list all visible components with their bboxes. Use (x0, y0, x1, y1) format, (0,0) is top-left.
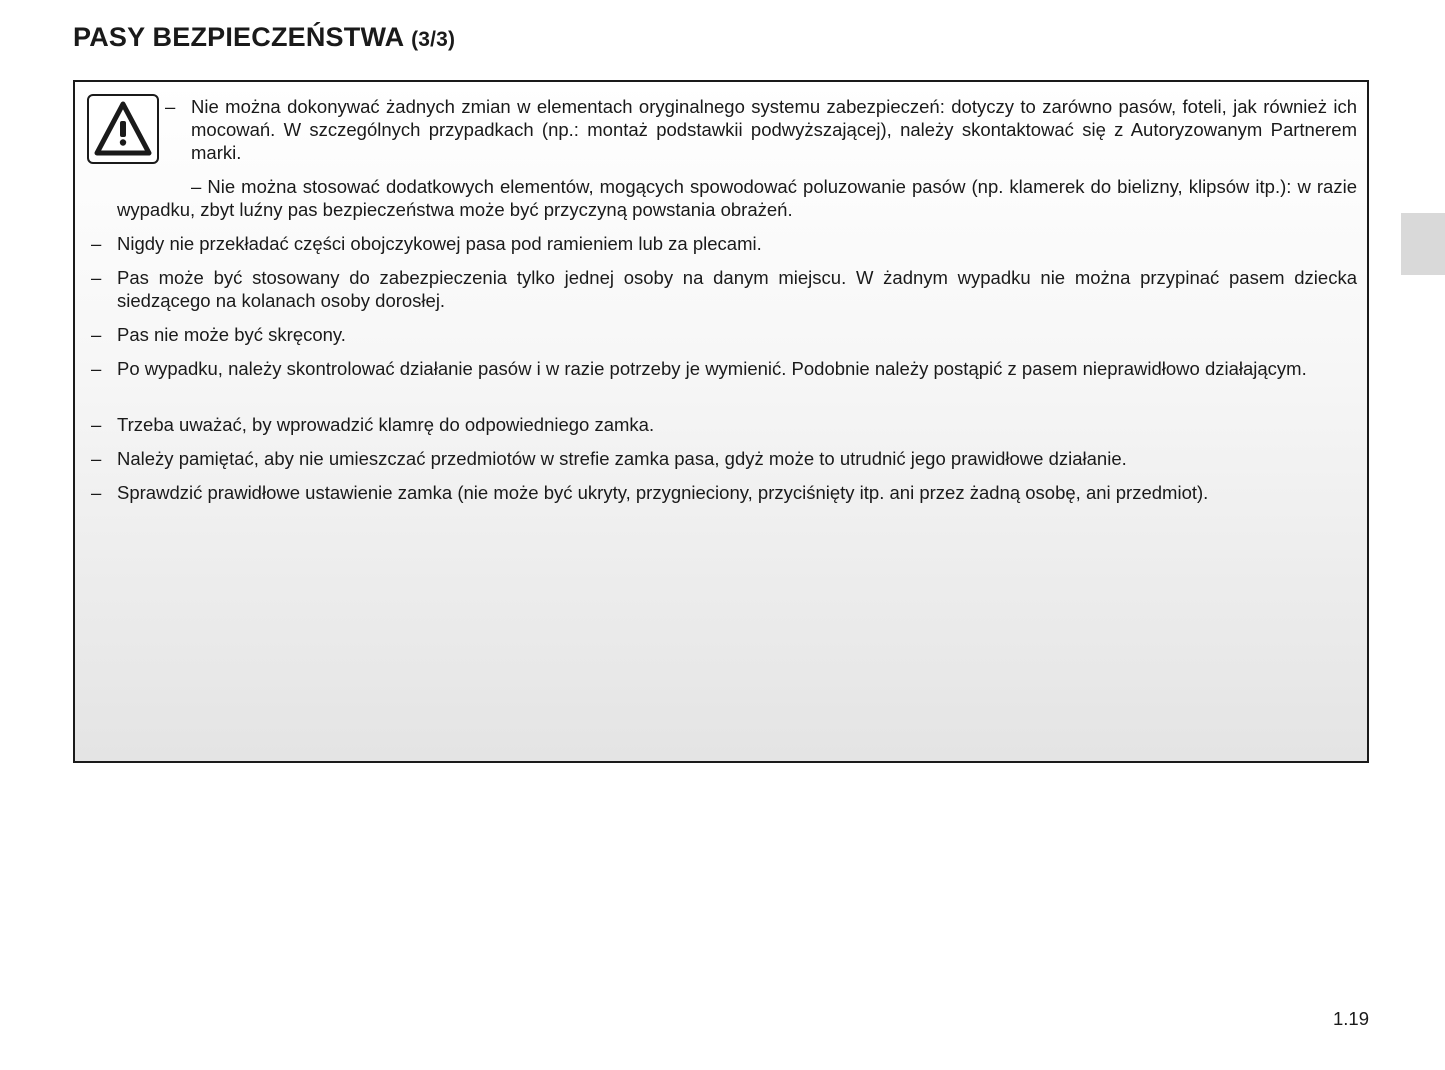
warning-item (91, 413, 1357, 436)
bullet-dash: – (91, 414, 102, 435)
bullet-dash: – (91, 358, 102, 379)
bullet-dash: – (91, 448, 102, 469)
warning-item-text: Nie można stosować dodatkowych elementów, mogących spowodować poluzowanie pasów (np. klamerek do bielizny, klipsów itp.): w razie wypadku, zbyt luźny pas bezpieczeństwa może być przyczyną powstania obrażeń. (117, 176, 1357, 220)
warning-item (91, 447, 1357, 470)
bullet-dash: – (91, 267, 102, 288)
warning-item-text: Trzeba uważać, by wprowadzić klamrę do odpowiedniego zamka. (117, 414, 655, 435)
warning-item (165, 95, 1357, 164)
bullet-dash: – (91, 324, 102, 345)
bullet-dash: – (91, 482, 102, 503)
warning-item-text: Pas może być stosowany do zabezpieczenia tylko jednej osoby na danym miejscu. W żadnym wypadku nie można przypinać pasem dziecka siedzącego na kolanach osoby dorosłej. (117, 267, 1357, 311)
warning-box (73, 80, 1369, 763)
warning-triangle-icon (87, 94, 159, 164)
warning-item (117, 175, 1357, 221)
bullet-dash: – (191, 176, 208, 197)
warning-item (91, 357, 1357, 380)
warning-item (91, 266, 1357, 312)
chapter-tab (1401, 213, 1445, 275)
bullet-dash: – (165, 96, 176, 117)
warning-item-text: Nie można dokonywać żadnych zmian w elementach oryginalnego systemu zabezpieczeń: dotyczy to zarówno pasów, foteli, jak również ich mocowań. W szczególnych przypadkach (np.: montaż podstawkii podwyższającej), należy skontaktować się z Autoryzowanym Partnerem marki. (191, 96, 1357, 163)
bullet-dash: – (91, 233, 102, 254)
page-number: 1.19 (1333, 1008, 1370, 1029)
warning-item (91, 323, 1357, 346)
page-title-suffix: (3/3) (411, 28, 456, 51)
warning-item (91, 232, 1357, 255)
warning-item-text: Należy pamiętać, aby nie umieszczać przedmiotów w strefie zamka pasa, gdyż może to utrudnić jego prawidłowe działanie. (117, 448, 1127, 469)
warning-item-text: Nigdy nie przekładać części obojczykowej pasa pod ramieniem lub za plecami. (117, 233, 762, 254)
page-title (73, 22, 455, 53)
warning-item-text: Po wypadku, należy skontrolować działanie pasów i w razie potrzeby je wymienić. Podobnie należy postąpić z pasem nieprawidłowo działającym. (117, 358, 1307, 379)
warning-item (91, 481, 1357, 504)
page-title-main: PASY BEZPIECZEŃSTWA (73, 22, 404, 52)
warning-item-text: Sprawdzić prawidłowe ustawienie zamka (nie może być ukryty, przygnieciony, przyciśnięty itp. ani przez żadną osobę, ani przedmiot). (117, 482, 1209, 503)
warning-item-text: Pas nie może być skręcony. (117, 324, 346, 345)
